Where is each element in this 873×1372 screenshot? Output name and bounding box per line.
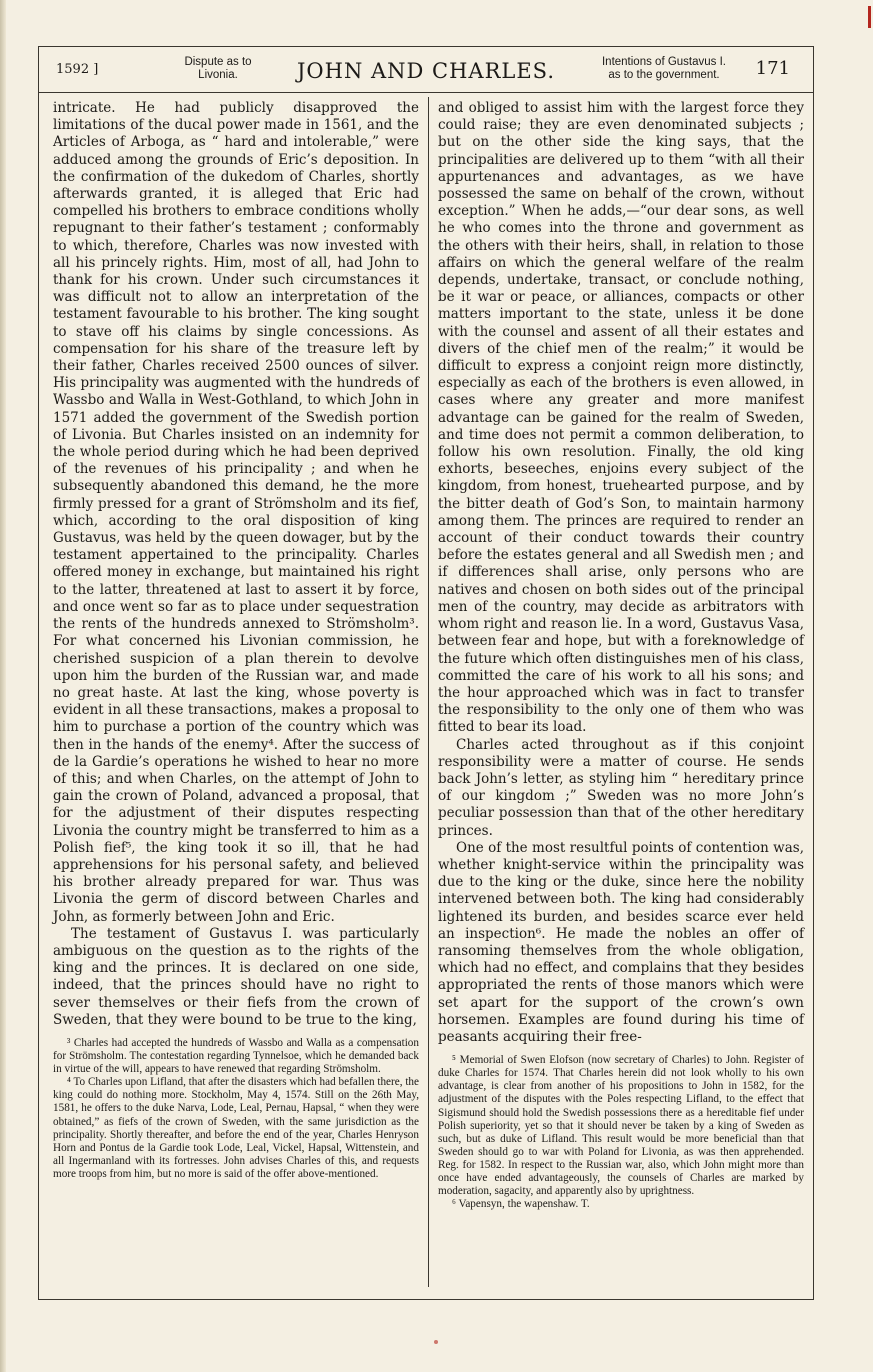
sidenote-right-line: as to the government. [608,69,720,81]
left-footnotes [53,1037,419,1181]
header-rule [38,92,814,93]
footnote: ⁵ Memorial of Swen Elofson (now secretary of Charles) to John. Register of duke Charles for 1574. That Charles herein did not look wholly to his own advantage, is clear from another of his propositions to John in 1582, for the adjustment of the disputes with the Poles respecting Lifland, to the effect that Sigismund should hold the Swedish possessions there as a hereditable fief under Polish superiority, yet so that it should never be taken by a king of Sweden as such, but as duke of Lifland. This result would be more beneficial than that Sweden should go to war with Poland for Livonia, as was then apprehended. Reg. for 1582. In respect to the Russian war, also, which John might more than once have ended advantageously, the counsels of Charles are marked by moderation, sagacity, and apparently also by uprightness. [438,1054,804,1198]
page-title: JOHN AND CHARLES. [297,59,555,83]
left-body-text [53,100,419,1029]
footnote: ³ Charles had accepted the hundreds of Wassbo and Walla as a compensation for Strömsholm. The contestation regarding Tynnelsoe, which he demanded back in virtue of the will, appears to have renewed that regarding Strömsholm. [53,1036,419,1076]
paragraph: and obliged to assist him with the largest force they could raise; they are even denominated subjects ; but on the other side the king says, that the principalities are delivered up to them “with all their appurtenances and advantages, as we have possessed the same on behalf of the crown, without exception.” When he adds,—“our dear sons, as well he who comes into the throne and government as the others with their heirs, shall, in relation to those affairs on which the general welfare of the realm depends, undertake, transact, or conclude nothing, be it war or peace, or alliances, compacts or other matters important to the state, unless it be done with the counsel and assent of all their estates and divers of the chief men of the realm;” it would be difficult to express a conjoint reign more distinctly, especially as each of the brothers is even allowed, in cases where any greater and more manifest advantage can be gained for the realm of Sweden, and time does not permit a common deliberation, to follow his own resolution. Finally, the old king exhorts, beseeches, enjoins every subject of the kingdom, from honest, truehearted purpose, and by the bitter death of God’s Son, to maintain harmony among them. The princes are required to render an account of their conduct towards their country before the estates general and all Swedish men ; and if differences shall arise, only persons who are natives and chosen on both sides out of the principal men of the country, may decide as arbitrators with whom right and reason lie. In a word, Gustavus Vasa, between fear and hope, but with a foreknowledge of the future which often distinguishes men of his class, committed the care of his work to all his sons; and the hour approached which was in fact to transfer the responsibility to the only one of them who was fitted to bear its load. [438,100,804,736]
right-column [438,100,804,1211]
paragraph: One of the most resultful points of contention was, whether knight-service within the principality was due to the king or the duke, since here the nobility intervened between both. The king had considerably lightened its burden, and besides scarce ever held an inspection⁶. He made the nobles an offer of ransoming themselves from the whole obligation, which had no effect, and complains that they besides appropriated the rents of those manors which were set apart for the support of the crown’s own horsemen. Examples are found during his time of peasants acquiring their free- [438,839,804,1045]
page-reference-left: 1592 ] [56,62,99,77]
right-body-text [438,100,804,1046]
paragraph: intricate. He had publicly disapproved the limitations of the ducal power made in 1561, and the Articles of Arboga, as “ hard and intolerable,” were adduced among the grounds of Eric’s deposition. In the confirmation of the dukedom of Charles, shortly afterwards granted, it is alleged that Eric had compelled his brothers to embrace conditions wholly repugnant to their father’s testament ; conformably to which, therefore, Charles was now invested with all his princely rights. Him, most of all, had John to thank for his crown. Under such circumstances it was difficult not to allow an interpretation of the testament favourable to his brother. The king sought to stave off his claims by single concessions. As compensation for his share of the treasure left by their father, Charles received 2500 ounces of silver. His principality was augmented with the hundreds of Wassbo and Walla in West-Gothland, to which John in 1571 added the government of the Swedish portion of Livonia. But Charles insisted on an indemnity for the whole period during which he had been deprived of the revenues of his principality ; and when he subsequently abandoned this demand, he the more firmly pressed for a grant of Strömsholm and its fief, which, according to the oral disposition of king Gustavus, was held by the queen dowager, but by the testament appertained to the principality. Charles offered money in exchange, but maintained his right to the latter, threatened at last to assert it by force, and once went so far as to place under sequestration the rents of the hundreds annexed to Strömsholm³. For what concerned his Livonian commission, he cherished suspicion of a plan therein to devolve upon him the burden of the Russian war, and made no great haste. At last the king, whose poverty is evident in all these transactions, makes a proposal to him to purchase a portion of the country which was then in the hands of the enemy⁴. After the success of de la Gardie’s operations he wished to hear no more of this; and when Charles, on the attempt of John to gain the crown of Poland, advanced a proposal, that for the adjustment of their disputes respecting Livonia the country might be transferred to him as a Polish fief⁵, the king took it so ill, that he had apprehensions for his personal safety, and believed his brother already prepared for war. Thus was Livonia the germ of discord between Charles and John, as formerly between John and Eric. [53,100,420,925]
paragraph: The testament of Gustavus I. was particularly ambiguous on the question as to the rights of the king and the princes. It is declared on one side, indeed, that the princes should have no right to sever themselves or their fiefs from the crown of Sweden, that they were bound to be true to the king, [53,925,419,1028]
sidenote-left-line: Dispute as to [184,56,252,68]
running-header [38,52,814,92]
sidenote-right-line: Intentions of Gustavus I. [601,56,726,68]
page-number: 171 [755,58,790,79]
stray-ink-mark [434,1340,438,1344]
book-binding-edge [0,0,6,1372]
footnote: ⁶ Vapensyn, the wapenshaw. T. [452,1198,590,1211]
right-footnotes [438,1054,804,1211]
footnote: ⁴ To Charles upon Lifland, that after the disasters which had befallen there, the king could do nothing more. Stockholm, May 4, 1574. Still on the 26th May, 1581, he offers to the duke Narva, Lode, Leal, Pernau, Hapsal, “ when they were obtained,” as fiefs of the crown of Sweden, with the same jurisdiction as the principality. Shortly thereafter, and before the end of the year, Charles Henryson Horn and Pontus de la Gardie took Lode, Leal, Vickel, Hapsal, Wittenstein, and all Ingermanland with its fortresses. John advises Charles of this, and requests more troops from him, but no more is said of the offer above-mentioned. [53,1076,419,1180]
column-divider [428,97,429,1287]
edge-color-mark [868,6,871,28]
paragraph: Charles acted throughout as if this conjoint responsibility were a matter of course. He sends back John’s letter, as styling him “ hereditary prince of our kingdom ;” Sweden was no more John’s peculiar possession than that of the other hereditary princes. [438,736,804,839]
left-column [53,100,419,1181]
sidenote-right [576,56,752,82]
sidenote-left-line: Livonia. [198,69,238,81]
